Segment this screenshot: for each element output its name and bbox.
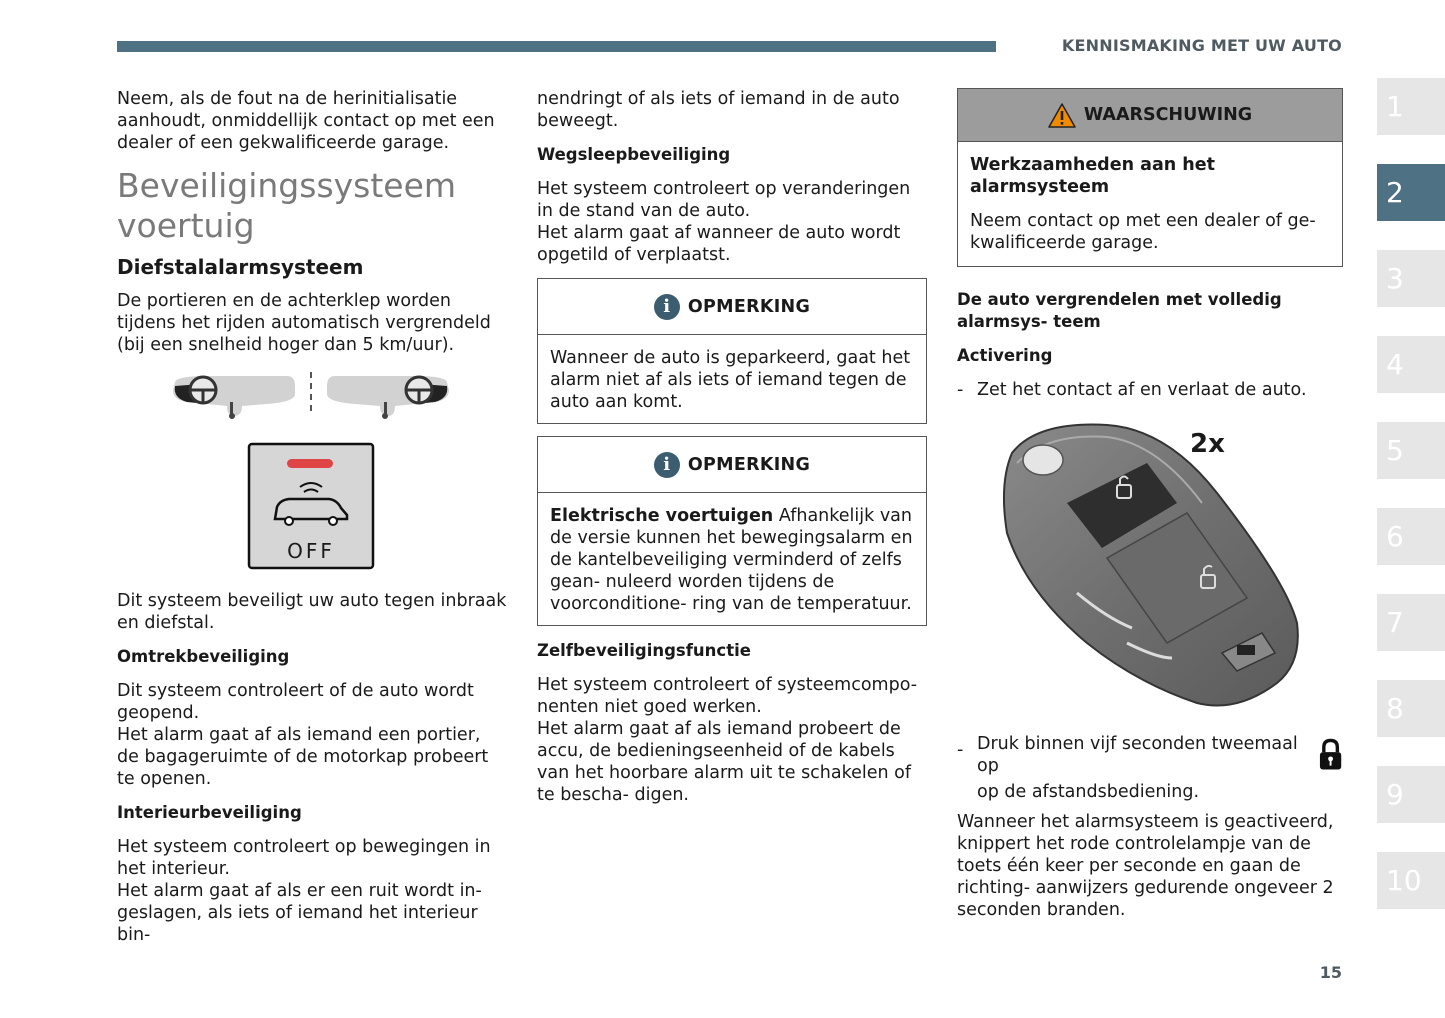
warning-header: [958, 89, 1342, 142]
chapter-tab-2[interactable]: 2: [1377, 164, 1445, 221]
self-protect-text-2: Het alarm gaat af als iemand probeert de accu, de bedieningseenheid of de kabels van het hoorbare alarm uit te schakelen of te bescha- digen.: [537, 719, 912, 805]
chapter-tab-7[interactable]: 7: [1377, 594, 1445, 651]
protect-text: Dit systeem beveiligt uw auto tegen inbraak en diefstal.: [117, 591, 507, 633]
self-protect-text-1: Het systeem controleert of systeemcompo- nenten niet goed werken.: [537, 675, 918, 717]
bullet-dash: -: [957, 380, 964, 400]
key-fob-illustration: [957, 413, 1343, 733]
note-label: OPMERKING: [687, 296, 811, 317]
perimeter-text-1: Dit systeem controleert of de auto wordt geopend.: [117, 681, 474, 723]
note-box-1: [537, 278, 927, 424]
chapter-tab-10[interactable]: 10: [1377, 852, 1445, 909]
bullet-text: op de afstandsbediening.: [977, 782, 1200, 802]
chapter-title: KENNISMAKING MET UW AUTO: [1061, 36, 1342, 55]
section-title-line-2: voertuig: [117, 206, 255, 245]
activation-heading: Activering: [957, 346, 1053, 365]
note-body: Wanneer de auto is geparkeerd, gaat het alarm niet af als iets of iemand tegen de auto aan komt.: [550, 348, 911, 412]
bullet-text: Druk binnen vijf seconden tweemaal op: [977, 734, 1298, 776]
chapter-tab-8[interactable]: 8: [1377, 680, 1445, 737]
final-text: Wanneer het alarmsysteem is geactiveerd, knippert het rode controlelampje van de toets één keer per seconde en gaan de richting- aanwijzers gedurende ongeveer 2 seconden branden.: [957, 812, 1334, 920]
info-icon: i: [654, 452, 680, 478]
self-protect-heading: Zelfbeveiligingsfunctie: [537, 641, 751, 660]
warning-heading: Werkzaamheden aan het alarmsysteem: [970, 155, 1215, 197]
perimeter-heading: Omtrekbeveiliging: [117, 647, 290, 666]
bullet-item: [957, 733, 1343, 803]
tow-text-1: Het systeem controleert op veranderingen in de stand van de auto.: [537, 179, 911, 221]
header-rule: [117, 41, 996, 52]
chapter-tab-5[interactable]: 5: [1377, 422, 1445, 479]
note-label: OPMERKING: [687, 454, 811, 475]
continued-text: nendringt of als iets of iemand in de auto beweegt.: [537, 89, 900, 131]
tow-text-2: Het alarm gaat af wanneer de auto wordt opgetild of verplaatst.: [537, 223, 901, 265]
lock-icon: [1318, 738, 1343, 772]
alarm-text: De portieren en de achterklep worden tijdens het rijden automatisch vergrendeld (bij een snelheid hoger dan 5 km/uur).: [117, 291, 491, 355]
column-3: [957, 88, 1343, 921]
column-2: [537, 88, 927, 806]
bullet-text-block: [977, 733, 1343, 803]
section-title-line-1: Beveiligingssysteem: [117, 166, 457, 205]
key-fob-image: [957, 413, 1343, 723]
chapter-tab-4[interactable]: 4: [1377, 336, 1445, 393]
note-box-2: [537, 436, 927, 626]
bullet-dash: -: [957, 740, 964, 760]
bullet-line: [977, 733, 1343, 777]
bullet-text: Zet het contact af en verlaat de auto.: [977, 380, 1307, 400]
chapter-tab-3[interactable]: 3: [1377, 250, 1445, 307]
info-icon: i: [654, 294, 680, 320]
key-press-count: 2x: [1190, 429, 1225, 459]
column-1: [117, 88, 507, 946]
note-header: [538, 279, 926, 335]
interior-text-2: Het alarm gaat af als er een ruit wordt in- geslagen, als iets of iemand het interieur bin-: [117, 881, 482, 945]
intro-text: Neem, als de fout na de herinitialisatie aanhoudt, onmiddellijk contact op met een dealer of een gekwalificeerde garage.: [117, 89, 495, 153]
warning-body: [958, 142, 1342, 266]
warning-box: [957, 88, 1343, 267]
chapter-tab-9[interactable]: 9: [1377, 766, 1445, 823]
warning-text: Neem contact op met een dealer of ge- kwalificeerde garage.: [970, 211, 1316, 253]
interior-heading: Interieurbeveiliging: [117, 803, 302, 822]
note-bold-term: Elektrische voertuigen: [550, 506, 774, 526]
lock-heading: De auto vergrendelen met volledig alarmsys- teem: [957, 290, 1282, 331]
note-header: [538, 437, 926, 493]
note-body: [538, 493, 926, 625]
alarm-heading: Diefstalalarmsysteem: [117, 255, 364, 279]
tow-heading: Wegsleepbeveiliging: [537, 145, 731, 164]
off-label: OFF: [287, 539, 335, 563]
chapter-tab-6[interactable]: 6: [1377, 508, 1445, 565]
warning-label: WAARSCHUWING: [1083, 105, 1253, 125]
chapter-tab-1[interactable]: 1: [1377, 78, 1445, 135]
interior-text-1: Het systeem controleert op bewegingen in het interieur.: [117, 837, 491, 879]
page-number: 15: [1319, 963, 1342, 982]
note-text: Afhankelijk van de versie kunnen het bewegingsalarm en de kantelbeveiliging verminderd of zelfs gean- nuleerd worden tijdens de voorconditione- ring van de temperatuur.: [550, 506, 913, 614]
perimeter-text-2: Het alarm gaat af als iemand een portier, de bagageruimte of de motorkap probeert te openen.: [117, 725, 489, 789]
bullet-item: [957, 379, 1343, 401]
section-title: [117, 166, 507, 246]
warning-icon: [1048, 103, 1076, 128]
alarm-illustration: [117, 372, 507, 572]
